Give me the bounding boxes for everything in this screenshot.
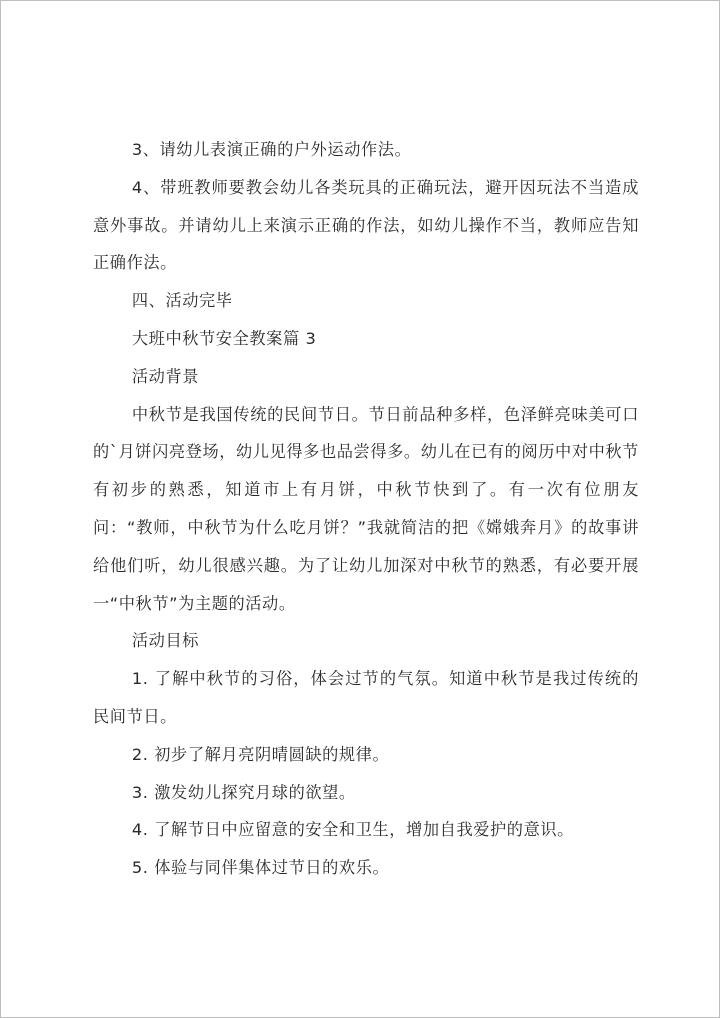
goal-item-2: 2. 初步了解月亮阴晴圆缺的规律。 <box>131 744 390 764</box>
lesson-plan-title: 大班中秋节安全教案篇 3 <box>131 328 317 348</box>
document-body <box>93 131 639 887</box>
section-heading-background: 活动背景 <box>131 366 200 386</box>
section-heading-activity-end: 四、活动完毕 <box>131 291 233 311</box>
goal-item-3: 3. 激发幼儿探究月球的欲望。 <box>131 782 356 802</box>
goal-item-4: 4. 了解节日中应留意的安全和卫生，增加自我爱护的意识。 <box>131 820 574 840</box>
paragraph-step-3: 3、请幼儿表演正确的户外运动作法。 <box>131 140 412 159</box>
paragraph-background: 中秋节是我国传统的民间节日。节日前品种多样，色泽鲜亮味美可口的`月饼闪亮登场，幼儿见得多也品尝得多。幼儿在已有的阅历中对中秋节有初步的熟悉，知道市上有月饼，中秋节快到了。有一次有位朋友问：“教师，中秋节为什么吃月饼？”我就简洁的把《嫦娥奔月》的故事讲给他们听，幼儿很感兴趣。为了让幼儿加深对中秋节的熟悉，有必要开展一“中秋节”为主题的活动。 <box>93 404 639 613</box>
goal-item-1: 1. 了解中秋节的习俗，体会过节的气氛。知道中秋节是我过传统的民间节日。 <box>93 669 639 726</box>
goal-item-5: 5. 体验与同伴集体过节日的欢乐。 <box>131 858 390 878</box>
paragraph-step-4: 4、带班教师要教会幼儿各类玩具的正确玩法，避开因玩法不当造成意外事故。并请幼儿上来演示正确的作法，如幼儿操作不当，教师应告知正确作法。 <box>93 177 639 273</box>
section-heading-goals: 活动目标 <box>131 631 200 651</box>
